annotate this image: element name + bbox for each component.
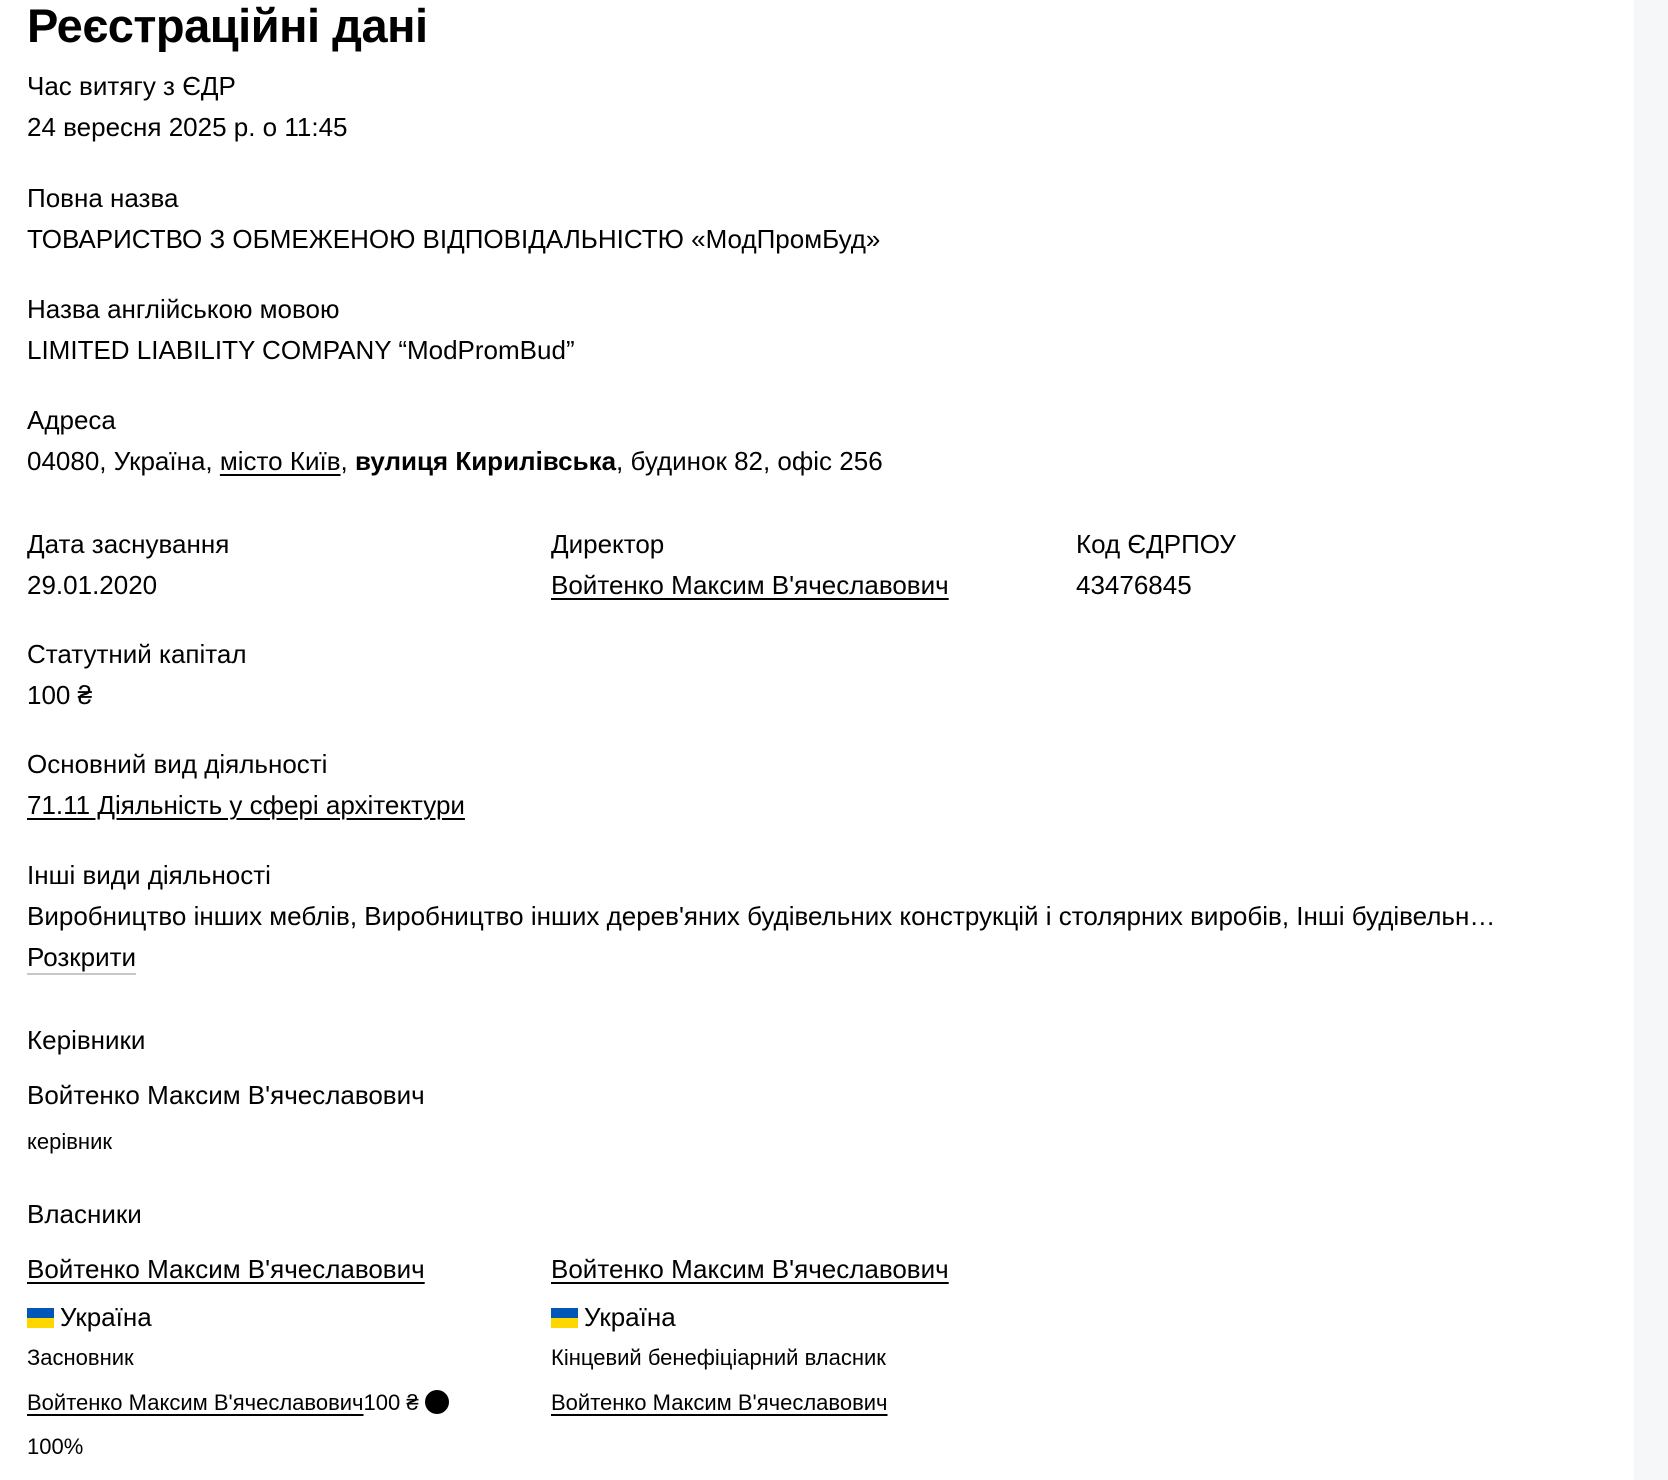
owner-country-text: Україна bbox=[60, 1302, 152, 1332]
share-pie-icon bbox=[425, 1390, 449, 1414]
main-activity-link[interactable]: 71.11 Діяльність у сфері архітектури bbox=[27, 790, 465, 820]
other-activities-label: Інші види діяльності bbox=[27, 860, 271, 890]
manager-role: керівник bbox=[27, 1129, 112, 1154]
capital-value: 100 ₴ bbox=[27, 680, 93, 710]
edrpou-value: 43476845 bbox=[1076, 570, 1192, 600]
full-name-value: ТОВАРИСТВО З ОБМЕЖЕНОЮ ВІДПОВІДАЛЬНІСТЮ «МодПромБуд» bbox=[27, 224, 881, 254]
owner-country-text: Україна bbox=[584, 1302, 676, 1332]
extract-time-value: 24 вересня 2025 р. о 11:45 bbox=[27, 112, 348, 142]
owner-country bbox=[551, 1301, 676, 1333]
owner-role: Засновник bbox=[27, 1345, 134, 1370]
capital-label: Статутний капітал bbox=[27, 639, 247, 669]
full-name-label: Повна назва bbox=[27, 183, 179, 213]
address-suffix: , будинок 82, офіс 256 bbox=[616, 446, 883, 476]
ukraine-flag-icon bbox=[551, 1308, 578, 1328]
address-value bbox=[27, 445, 883, 477]
page-title: Реєстраційні дані bbox=[27, 0, 428, 52]
english-name-label: Назва англійською мовою bbox=[27, 294, 340, 324]
managers-label: Керівники bbox=[27, 1025, 146, 1055]
founded-label: Дата заснування bbox=[27, 529, 230, 559]
extract-time-label: Час витягу з ЄДР bbox=[27, 71, 236, 101]
ukraine-flag-icon bbox=[27, 1308, 54, 1328]
address-prefix: 04080, Україна, bbox=[27, 446, 220, 476]
owner-role: Кінцевий бенефіціарний власник bbox=[551, 1345, 886, 1370]
director-link[interactable]: Войтенко Максим В'ячеславович bbox=[551, 570, 949, 600]
owner-sub-link[interactable]: Войтенко Максим В'ячеславович bbox=[551, 1390, 888, 1415]
owner-amount: 100 ₴ bbox=[363, 1390, 419, 1415]
owner-country bbox=[27, 1301, 152, 1333]
other-activities-value: Виробництво інших меблів, Виробництво інших дерев'яних будівельних конструкцій і столярних виробів, Інші будівельн… bbox=[27, 901, 1496, 931]
english-name-value: LIMITED LIABILITY COMPANY “ModPromBud” bbox=[27, 335, 575, 365]
owners-label: Власники bbox=[27, 1199, 142, 1229]
expand-button[interactable]: Розкрити bbox=[27, 942, 136, 975]
address-sep: , bbox=[340, 446, 355, 476]
owner-name-link[interactable]: Войтенко Максим В'ячеславович bbox=[27, 1254, 425, 1284]
manager-name: Войтенко Максим В'ячеславович bbox=[27, 1080, 425, 1110]
founded-value: 29.01.2020 bbox=[27, 570, 158, 600]
owner-name-link[interactable]: Войтенко Максим В'ячеславович bbox=[551, 1254, 949, 1284]
edrpou-label: Код ЄДРПОУ bbox=[1076, 529, 1236, 559]
city-link[interactable]: місто Київ bbox=[219, 446, 341, 476]
owner-share: 100% bbox=[27, 1434, 84, 1459]
main-activity-label: Основний вид діяльності bbox=[27, 749, 328, 779]
scrollbar-track[interactable] bbox=[1634, 0, 1668, 1480]
owner-sub-link[interactable]: Войтенко Максим В'ячеславович bbox=[27, 1390, 364, 1415]
address-label: Адреса bbox=[27, 405, 116, 435]
owner-stake-row bbox=[27, 1389, 449, 1417]
address-street: вулиця Кирилівська bbox=[355, 446, 617, 476]
director-label: Директор bbox=[551, 529, 665, 559]
